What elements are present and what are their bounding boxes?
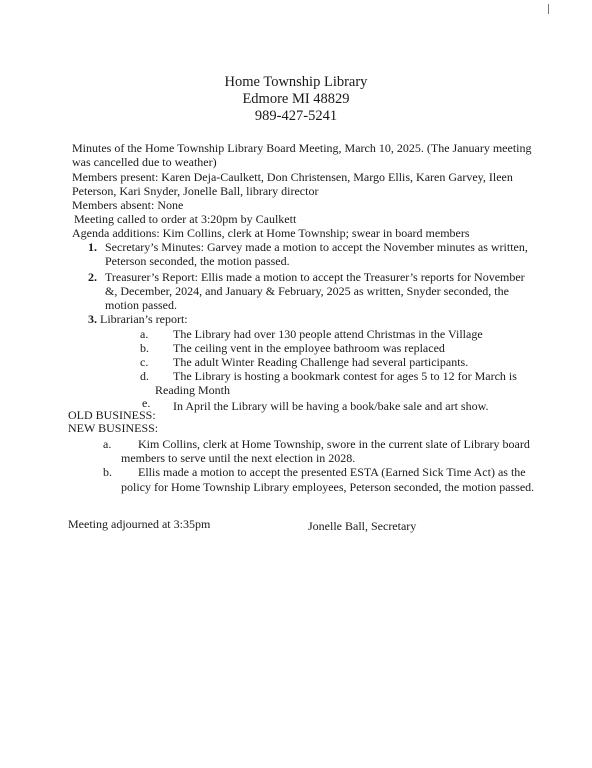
item-3-number: 3.: [88, 312, 97, 326]
librarian-a-letter: a.: [140, 327, 149, 341]
new-b-line-2: policy for Home Township Library employees, Peterson seconded, the motion passed.: [121, 480, 535, 494]
members-present-line-1: Members present: Karen Deja-Caulkett, Don Christensen, Margo Ellis, Karen Garvey, Ileen: [72, 170, 513, 184]
librarian-d-text-2: Reading Month: [155, 383, 230, 397]
librarian-c-letter: c.: [140, 355, 149, 369]
item-2-number: 2.: [88, 270, 97, 284]
librarian-c-text: The adult Winter Reading Challenge had several participants.: [173, 355, 469, 369]
new-a-line-2: members to serve until the next election in 2028.: [121, 451, 356, 465]
library-phone: 989-427-5241: [254, 108, 338, 124]
members-present-line-2: Peterson, Kari Snyder, Jonelle Ball, library director: [72, 184, 319, 198]
new-a-letter: a.: [103, 437, 112, 451]
item-1-line-2: Peterson seconded, the motion passed.: [105, 254, 290, 268]
item-2-line-1: Treasurer’s Report: Ellis made a motion to accept the Treasurer’s reports for November: [105, 270, 525, 284]
new-business-heading: NEW BUSINESS:: [68, 421, 159, 435]
letterhead: [0, 74, 592, 125]
librarian-a-text: The Library had over 130 people attend Christmas in the Village: [173, 327, 483, 341]
item-1-line-1: Secretary’s Minutes: Garvey made a motion to accept the November minutes as written,: [105, 240, 528, 254]
intro-line-2: was cancelled due to weather): [72, 155, 217, 169]
intro-line-1: Minutes of the Home Township Library Board Meeting, March 10, 2025. (The January meeting: [72, 141, 532, 155]
librarian-e-letter: e.: [142, 396, 151, 410]
librarian-b-letter: b.: [140, 341, 149, 355]
librarian-e-text: In April the Library will be having a book/bake sale and art show.: [173, 399, 489, 413]
library-city: Edmore MI 48829: [242, 91, 350, 107]
secretary-signature: Jonelle Ball, Secretary: [308, 519, 417, 533]
item-2-line-2: &, December, 2024, and January & February, 2025 as written, Snyder seconded, the: [105, 284, 509, 298]
new-b-line-1: Ellis made a motion to accept the presented ESTA (Earned Sick Time Act) as the: [138, 465, 526, 479]
item-2-line-3: motion passed.: [105, 298, 177, 312]
scan-mark: [548, 4, 549, 14]
meeting-called: Meeting called to order at 3:20pm by Caulkett: [74, 212, 297, 226]
librarian-b-text: The ceiling vent in the employee bathroom was replaced: [173, 341, 445, 355]
old-business-heading: OLD BUSINESS:: [68, 408, 156, 422]
new-b-letter: b.: [103, 465, 112, 479]
item-1-number: 1.: [88, 240, 97, 254]
library-name: Home Township Library: [224, 74, 368, 90]
librarian-d-text: The Library is hosting a bookmark contest for ages 5 to 12 for March is: [173, 369, 517, 383]
new-a-line-1: Kim Collins, clerk at Home Township, swore in the current slate of Library board: [138, 437, 530, 451]
librarian-d-letter: d.: [140, 369, 149, 383]
members-absent: Members absent: None: [72, 198, 184, 212]
item-3-label: Librarian’s report:: [100, 312, 188, 326]
agenda-additions: Agenda additions: Kim Collins, clerk at Home Township; swear in board members: [72, 226, 470, 240]
meeting-adjourned: Meeting adjourned at 3:35pm: [68, 517, 211, 531]
